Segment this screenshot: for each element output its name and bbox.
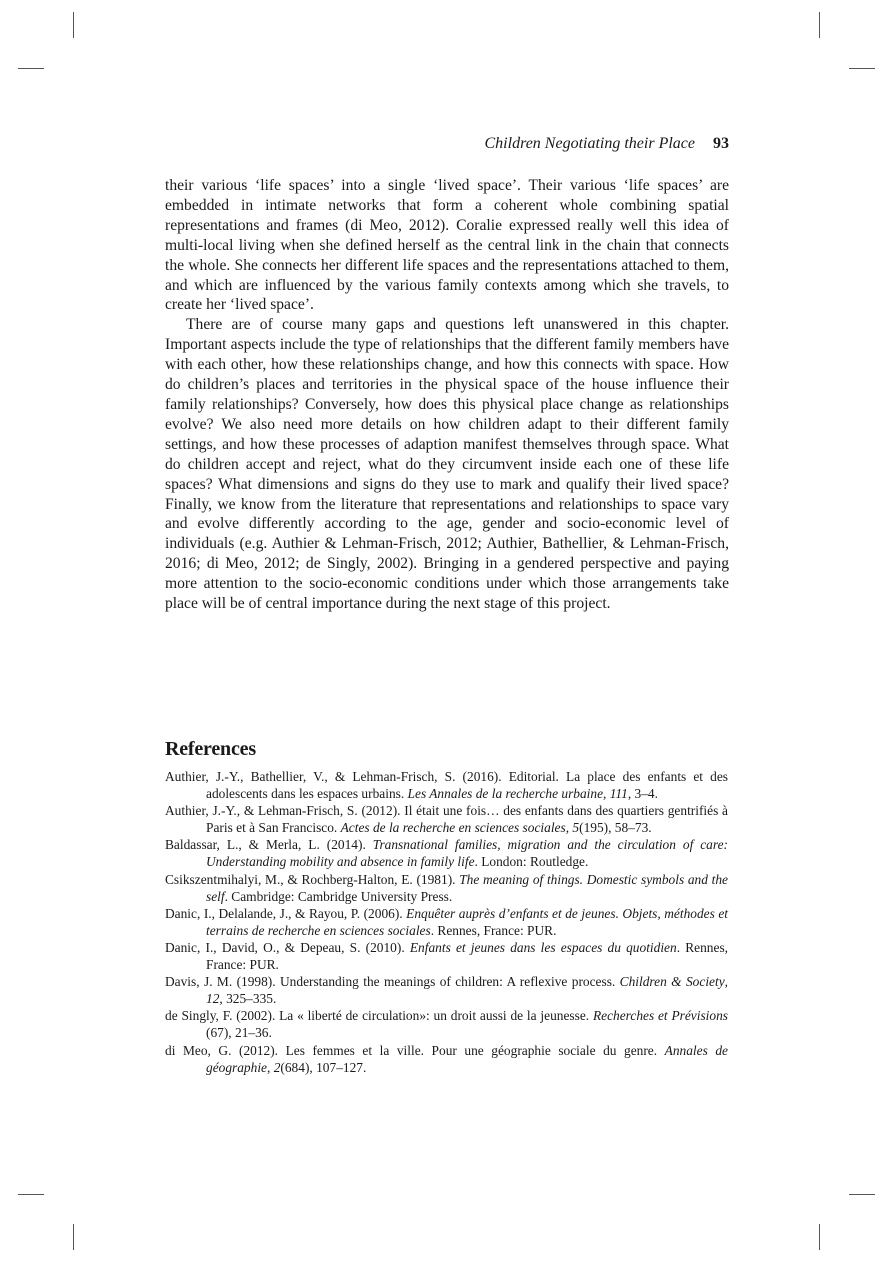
body-paragraph: their various ‘life spaces’ into a single ‘lived space’. Their various ‘life spaces’ are embedded in intimate networks that form a coherent whole combining spatial representations and frames (di Meo, 2012). Coralie expressed really well this idea of multi-local living when she defined herself as the central link in the chain that connects the whole. She connects her different life spaces and the representations attached to them, and which are influenced by the various family contexts among which she travels, to create her ‘lived space’. xyxy=(165,177,729,314)
reference-item: Authier, J.-Y., Bathellier, V., & Lehman-Frisch, S. (2016). Editorial. La place des enfants et des adolescents dans les espaces urbains. Les Annales de la recherche urbaine, 111, 3–4. xyxy=(165,769,728,802)
reference-item: Davis, J. M. (1998). Understanding the meanings of children: A reflexive process. Children & Society, 12, 325–335. xyxy=(165,974,729,1007)
crop-mark-top-left-horizontal xyxy=(18,68,44,69)
reference-list xyxy=(165,768,728,1076)
crop-mark-top-right-horizontal xyxy=(849,68,875,69)
crop-mark-bottom-right-horizontal xyxy=(849,1194,875,1195)
reference-item: Danic, I., David, O., & Depeau, S. (2010). Enfants et jeunes dans les espaces du quotidien. Rennes, France: PUR. xyxy=(165,939,728,973)
crop-mark-bottom-left-horizontal xyxy=(18,1194,44,1195)
page-number: 93 xyxy=(713,135,729,152)
crop-mark-bottom-left xyxy=(73,1224,74,1250)
reference-item: di Meo, G. (2012). Les femmes et la ville. Pour une géographie sociale du genre. Annales de géographie, 2(684), 107–127. xyxy=(165,1042,728,1075)
body-text xyxy=(165,176,729,614)
reference-item: Baldassar, L., & Merla, L. (2014). Transnational families, migration and the circulation of care: Understanding mobility and absence in family life. London: Routledge. xyxy=(165,837,728,870)
reference-item: de Singly, F. (2002). La « liberté de circulation»: un droit aussi de la jeunesse. Recherches et Prévisions (67), 21–36. xyxy=(165,1008,728,1041)
crop-mark-bottom-right xyxy=(819,1224,820,1250)
reference-item: Danic, I., Delalande, J., & Rayou, P. (2006). Enquêter auprès d’enfants et de jeunes. Objets, méthodes et terrains de recherche en sciences sociales. Rennes, France: PUR. xyxy=(165,905,728,938)
reference-item: Csikszentmihalyi, M., & Rochberg-Halton, E. (1981). The meaning of things. Domestic symbols and the self. Cambridge: Cambridge University Press. xyxy=(165,871,729,904)
crop-mark-top-right xyxy=(819,12,820,38)
running-head xyxy=(165,134,729,154)
body-paragraph: There are of course many gaps and questions left unanswered in this chapter. Important aspects include the type of relationships that the different family members have with each other, how these relationships change, and how this connects with space. How do children’s places and territories in the physical space of the house influence their family relationships? Conversely, how does this physical place change as relationships evolve? We also need more details on how children adapt to their different family settings, and how these processes of adaption manifest themselves through space. What do children accept and reject, what do they circumvent inside each one of these life spaces? What dimensions and signs do they use to mark and qualify their lived space? Finally, we know from the literature that representations and relationships to space vary and evolve differently according to the age, gender and socio-economic level of individuals (e.g. Authier & Lehman-Frisch, 2012; Authier, Bathellier, & Lehman-Frisch, 2016; di Meo, 2012; de Singly, 2002). Bringing in a gendered perspective and paying more attention to the socio-economic conditions under which those arrangements take place will be of central importance during the next stage of this project. xyxy=(165,316,729,613)
reference-item: Authier, J.-Y., & Lehman-Frisch, S. (2012). Il était une fois… des enfants dans des quartiers gentrifiés à Paris et à San Francisco. Actes de la recherche en sciences sociales, 5(195), 58–73. xyxy=(165,803,728,836)
references-heading: References xyxy=(165,738,256,760)
crop-mark-top-left xyxy=(73,12,74,38)
running-head-title: Children Negotiating their Place xyxy=(484,135,695,152)
